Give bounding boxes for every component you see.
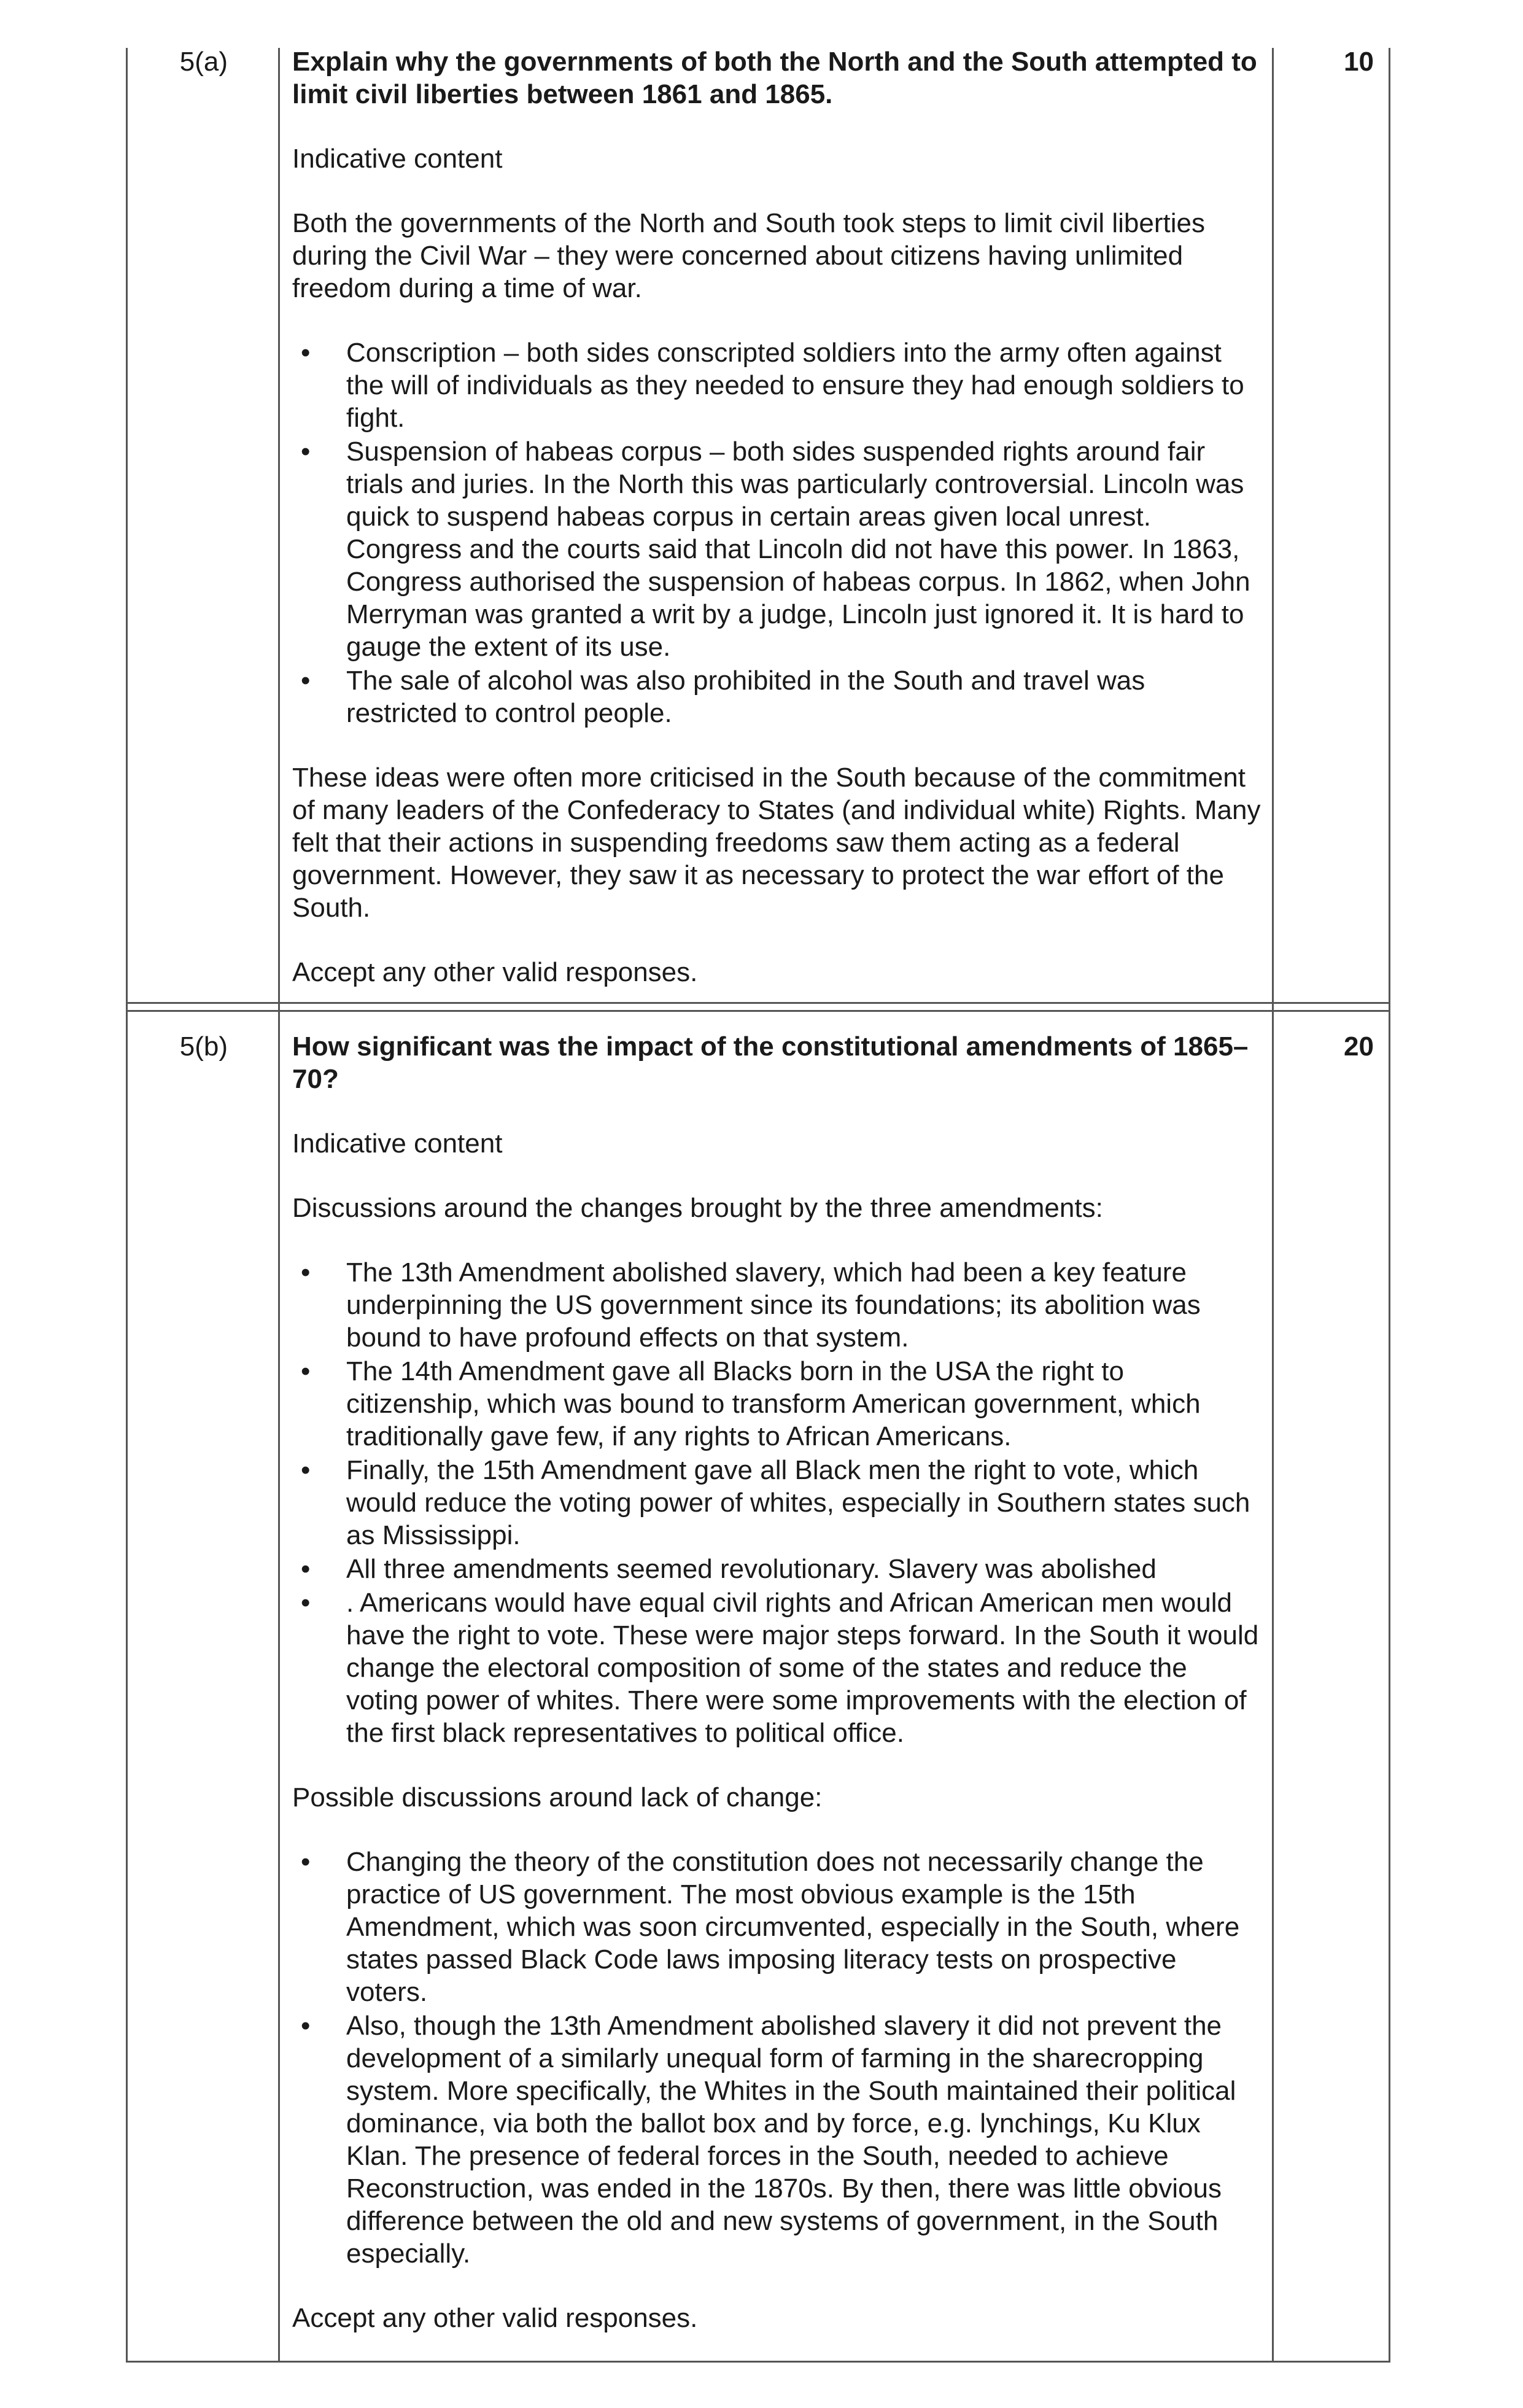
list-item: • Finally, the 15th Amendment gave all Black men the right to vote, which would reduce the voting power of whites, especially in Southern states such as Mississippi.	[301, 1455, 1250, 1550]
table-border-bottom	[126, 2361, 1390, 2363]
bullet-list	[292, 1846, 1262, 2270]
list-item: • The sale of alcohol was also prohibited in the South and travel was restricted to control people.	[301, 666, 1145, 728]
question-title: Explain why the governments of both the North and the South attempted to limit civil liberties between 1861 and 1865.	[292, 47, 1257, 109]
intro-paragraph: Both the governments of the North and South took steps to limit civil liberties during the Civil War – they were concerned about citizens having unlimited freedom during a time of war.	[292, 208, 1205, 303]
column-divider-question	[278, 48, 280, 2363]
list-item: • . Americans would have equal civil rights and African American men would have the right to vote. These were major steps forward. In the South it would change the electoral composition of some of the states and reduce the voting power of whites. There were some improvements with the election of the first black representatives to political office.	[301, 1588, 1259, 1748]
row-divider	[126, 1002, 1390, 1004]
marks-5b: 20	[1344, 1031, 1374, 1062]
list-item: • The 13th Amendment abolished slavery, which had been a key feature underpinning the US government since its foundations; its abolition was bound to have profound effects on that system.	[301, 1257, 1201, 1353]
answer-cell-5b	[292, 1030, 1262, 2334]
accept-note: Accept any other valid responses.	[292, 957, 698, 987]
table-border-left	[126, 48, 128, 2363]
column-divider-marks	[1272, 48, 1274, 2363]
accept-note: Accept any other valid responses.	[292, 2303, 698, 2333]
lack-of-change-intro: Possible discussions around lack of change:	[292, 1782, 823, 1812]
question-number-5a: 5(a)	[179, 47, 228, 77]
bullet-list	[292, 1256, 1262, 1749]
marks-5a: 10	[1344, 47, 1374, 77]
list-item: • Also, though the 13th Amendment abolished slavery it did not prevent the development of a similarly unequal form of farming in the sharecropping system. More specifically, the Whites in the South maintained their political dominance, via both the ballot box and by force, e.g. lynchings, Ku Klux Klan. The presence of federal forces in the South, needed to achieve Reconstruction, was ended in the 1870s. By then, there was little obvious difference between the old and new systems of government, in the South especially.	[301, 2011, 1236, 2269]
list-item: • The 14th Amendment gave all Blacks born in the USA the right to citizenship, which was bound to transform American government, which traditionally gave few, if any rights to African Americans.	[301, 1356, 1201, 1451]
question-title: How significant was the impact of the constitutional amendments of 1865–70?	[292, 1031, 1249, 1094]
indicative-content-label: Indicative content	[292, 1128, 503, 1159]
list-item: • Changing the theory of the constitution does not necessarily change the practice of US government. The most obvious example is the 15th Amendment, which was soon circumvented, especially in the South, where states passed Black Code laws imposing literacy tests on prospective voters.	[301, 1847, 1240, 2007]
indicative-content-label: Indicative content	[292, 144, 503, 174]
list-item: • All three amendments seemed revolutionary. Slavery was abolished	[301, 1554, 1157, 1584]
answer-cell-5a	[292, 45, 1262, 988]
question-number-5b: 5(b)	[179, 1031, 228, 1062]
list-item: • Conscription – both sides conscripted soldiers into the army often against the will of individuals as they needed to ensure they had enough soldiers to fight.	[301, 338, 1244, 433]
intro-paragraph: Discussions around the changes brought by the three amendments:	[292, 1193, 1103, 1223]
bullet-list	[292, 336, 1262, 729]
list-item: • Suspension of habeas corpus – both sides suspended rights around fair trials and juries. In the North this was particularly controversial. Lincoln was quick to suspend habeas corpus in certain areas given local unrest. Congress and the courts said that Lincoln did not have this power. In 1863, Congress authorised the suspension of habeas corpus. In 1862, when John Merryman was granted a writ by a judge, Lincoln just ignored it. It is hard to gauge the extent of its use.	[301, 437, 1250, 662]
row-divider	[126, 1010, 1390, 1012]
table-border-right	[1389, 48, 1390, 2363]
summary-paragraph: These ideas were often more criticised in the South because of the commitment of many leaders of the Confederacy to States (and individual white) Rights. Many felt that their actions in suspending freedoms saw them acting as a federal government. However, they saw it as necessary to protect the war effort of the South.	[292, 763, 1261, 923]
